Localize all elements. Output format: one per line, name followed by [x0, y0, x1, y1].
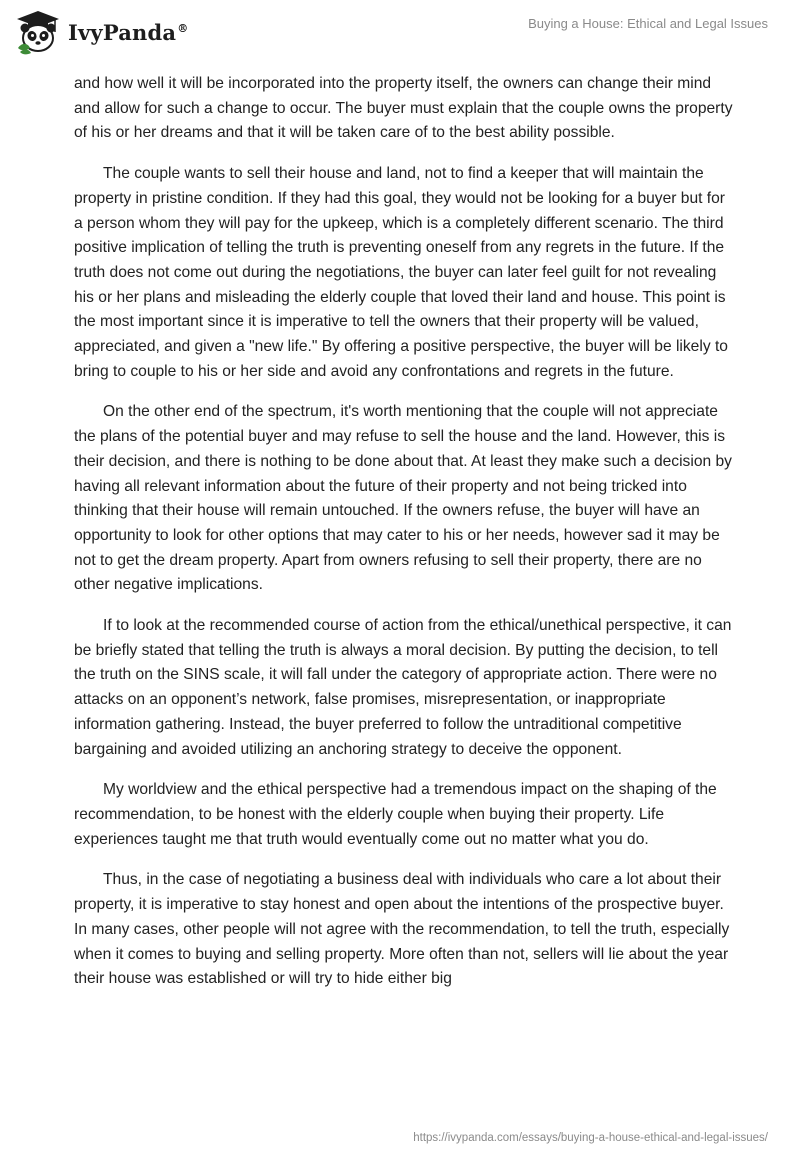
- brand-logo[interactable]: [14, 8, 188, 56]
- paragraph: The couple wants to sell their house and land, not to find a keeper that will maintain the property in pristine condition. If they had this goal, they would not be looking for a buyer but for a person whom they will pay for the upkeep, which is a completely different scenario. The third positive implication of telling the truth is preventing oneself from any regrets in the future. If the truth does not come out during the negotiations, the buyer can later feel guilt for not revealing his or her plans and misleading the elderly couple that loved their land and house. This point is the most important since it is imperative to tell the owners that their property will be valued, appreciated, and given a "new life." By offering a positive perspective, the buyer will be likely to bring to couple to his or her side and avoid any confrontations and regrets in the future.: [74, 165, 728, 380]
- paragraph: Thus, in the case of negotiating a business deal with individuals who care a lot about their property, it is imperative to stay honest and open about the intentions of the prospective buyer. In many cases, other people will not agree with the recommendation, to tell the truth, especially when it comes to buying and selling property. More often than not, sellers will lie about the year their house was established or will try to hide either big: [74, 871, 730, 988]
- document-title: Buying a House: Ethical and Legal Issues: [528, 16, 768, 31]
- source-url[interactable]: https://ivypanda.com/essays/buying-a-house-ethical-and-legal-issues/: [413, 1132, 768, 1144]
- paragraph: On the other end of the spectrum, it's worth mentioning that the couple will not appreciate the plans of the potential buyer and may refuse to sell the house and the land. However, this is their decision, and there is nothing to be done about that. At least they make such a decision by having all relevant information about the future of their property and not being tricked into thinking that their house will remain untouched. If the owners refuse, the buyer will have an opportunity to look for other options that may cater to his or her needs, however sad it may be not to get the dream property. Apart from owners refusing to sell their property, there are no other negative implications.: [74, 403, 732, 594]
- panda-logo-icon: [14, 8, 62, 56]
- page-header: [0, 0, 800, 70]
- registered-mark: ®: [177, 21, 189, 35]
- paragraph: My worldview and the ethical perspective had a tremendous impact on the shaping of the recommendation, to be honest with the elderly couple when buying their property. Life experiences taught me that truth would eventually come out no matter what you do.: [74, 781, 717, 848]
- essay-body: [74, 72, 734, 1008]
- brand-name: IvyPanda®: [68, 19, 189, 45]
- paragraph: and how well it will be incorporated into the property itself, the owners can change their mind and allow for such a change to occur. The buyer must explain that the couple owns the property of his or her dreams and that it will be taken care of to the best ability possible.: [74, 75, 733, 142]
- paragraph: If to look at the recommended course of action from the ethical/unethical perspective, it can be briefly stated that telling the truth is always a moral decision. By putting the decision, to tell the truth on the SINS scale, it will fall under the category of appropriate action. There were no attacks on an opponent’s network, false promises, misrepresentation, or inappropriate information gathering. Instead, the buyer preferred to follow the untraditional competitive bargaining and avoided utilizing an anchoring strategy to deceive the opponent.: [74, 617, 732, 758]
